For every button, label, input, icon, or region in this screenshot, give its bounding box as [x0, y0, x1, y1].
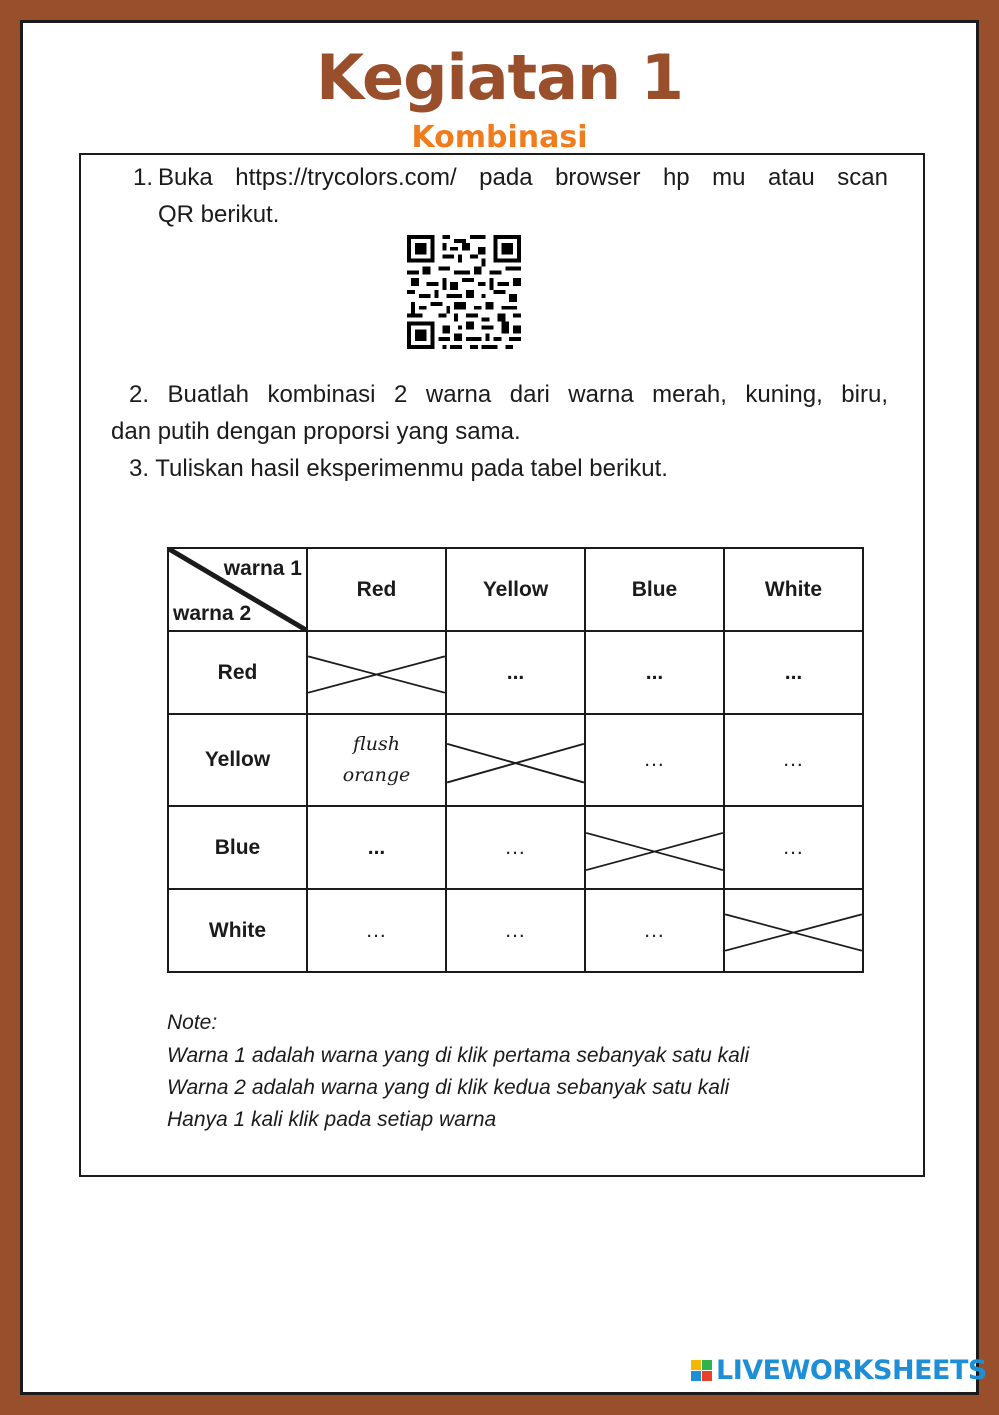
step1-number: 1. — [133, 164, 154, 191]
cross-out-mark — [725, 890, 862, 971]
crossed-cell — [724, 889, 863, 972]
answer-cell[interactable]: ... — [307, 806, 446, 889]
answer-cell[interactable]: ... — [724, 714, 863, 806]
corner-header-cell — [168, 548, 307, 631]
column-header: Yellow — [446, 548, 585, 631]
qr-code-icon[interactable] — [407, 235, 521, 349]
answer-cell[interactable]: ... — [307, 889, 446, 972]
answer-cell[interactable]: ... — [585, 714, 724, 806]
answer-text-line1: flush — [353, 733, 400, 755]
cross-out-mark — [586, 807, 723, 888]
answer-cell[interactable]: ... — [585, 889, 724, 972]
step2-line2: dan putih dengan proporsi yang sama. — [111, 418, 521, 445]
cross-out-mark — [447, 715, 584, 805]
crossed-cell — [307, 631, 446, 714]
answer-cell[interactable]: ... — [446, 806, 585, 889]
answer-cell[interactable]: ... — [724, 631, 863, 714]
logo-text: LIVEWORKSHEETS — [716, 1354, 987, 1386]
answer-cell[interactable] — [307, 714, 446, 806]
answer-cell[interactable]: ... — [446, 889, 585, 972]
answer-cell[interactable]: ... — [585, 631, 724, 714]
note-line3: Hanya 1 kali klik pada setiap warna — [167, 1108, 497, 1131]
note-line1: Warna 1 adalah warna yang di klik pertama sebanyak satu kali — [167, 1044, 750, 1067]
column-header: Blue — [585, 548, 724, 631]
note-line2: Warna 2 adalah warna yang di klik kedua sebanyak satu kali — [167, 1076, 730, 1099]
step1-line2: QR berikut. — [158, 201, 280, 228]
step2-line1: 2. Buatlah kombinasi 2 warna dari warna merah, kuning, biru, — [129, 381, 888, 408]
corner-label-warna2: warna 2 — [173, 602, 252, 625]
note-heading: Note: — [167, 1011, 218, 1034]
activity-box — [79, 153, 925, 1177]
row-header: White — [168, 889, 307, 972]
page-title: Kegiatan 1 — [316, 41, 683, 114]
corner-label-warna1: warna 1 — [223, 557, 302, 580]
page-subtitle: Kombinasi — [411, 120, 588, 155]
answer-cell[interactable]: ... — [724, 806, 863, 889]
color-combination-table — [167, 547, 864, 973]
crossed-cell — [585, 806, 724, 889]
column-header: White — [724, 548, 863, 631]
liveworksheets-logo-icon — [691, 1360, 712, 1381]
liveworksheets-logo[interactable] — [691, 1350, 987, 1390]
row-header: Blue — [168, 806, 307, 889]
step3-text: 3. Tuliskan hasil eksperimenmu pada tabel berikut. — [129, 455, 668, 482]
cross-out-mark — [308, 632, 445, 713]
worksheet-page — [20, 20, 987, 1395]
answer-text-line2: orange — [342, 764, 411, 786]
answer-cell[interactable]: ... — [446, 631, 585, 714]
step1-line1: Buka https://trycolors.com/ pada browser hp mu atau scan — [158, 164, 888, 191]
row-header: Red — [168, 631, 307, 714]
column-header: Red — [307, 548, 446, 631]
crossed-cell — [446, 714, 585, 806]
row-header: Yellow — [168, 714, 307, 806]
